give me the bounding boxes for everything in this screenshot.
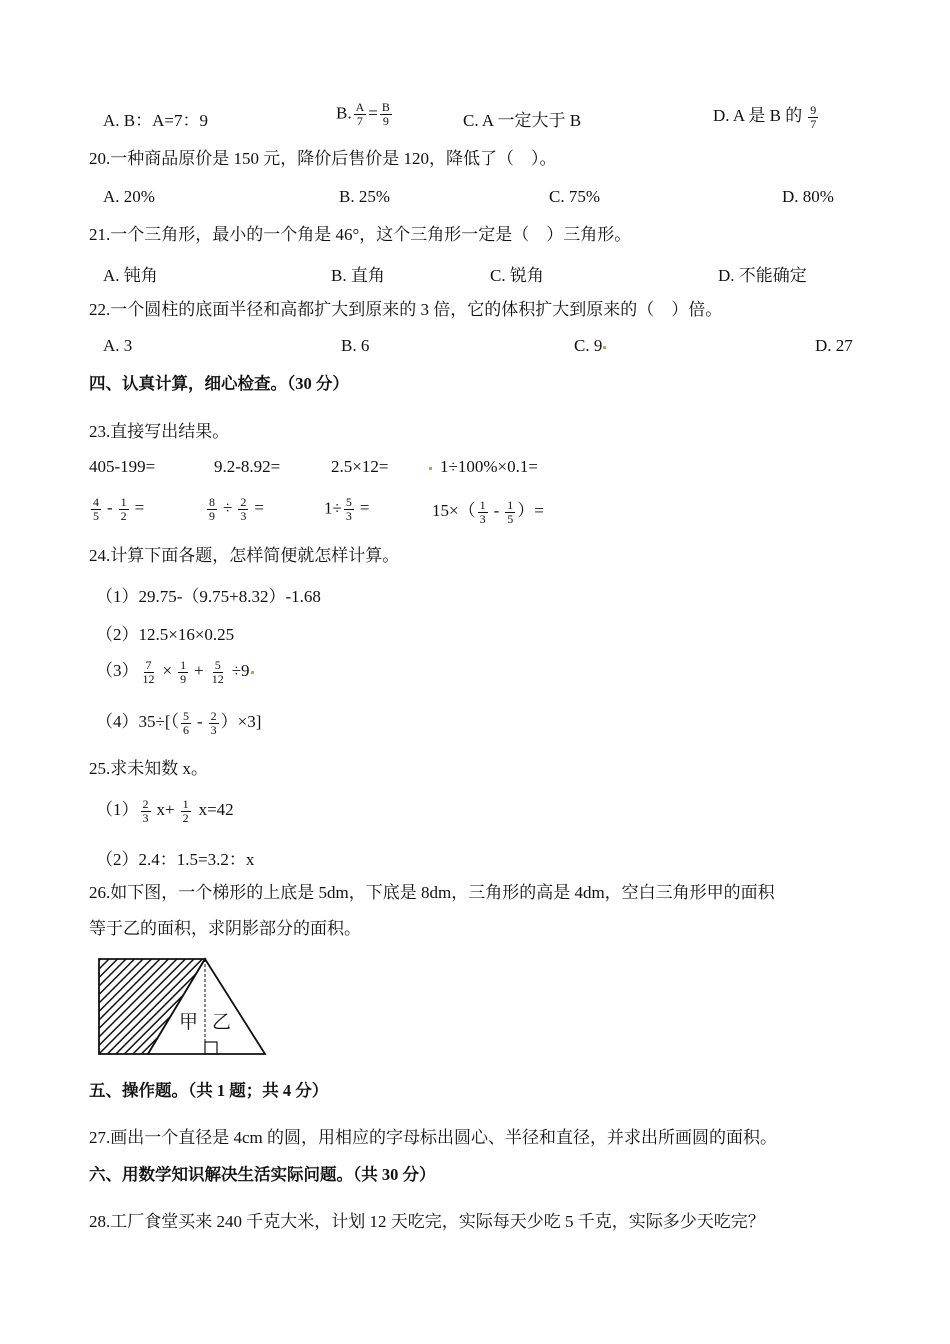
label-jia: 甲: [179, 1011, 199, 1033]
q27-question: 27.画出一个直径是 4cm 的圆，用相应的字母标出圆心、半径和直径，并求出所画圆的面积。: [89, 1128, 778, 1147]
q23-item-1: 405-199=: [89, 457, 156, 476]
q19-option-d: [713, 101, 820, 131]
q19-option-c: C. A 一定大于 B: [463, 111, 582, 130]
q23-item-5: $\frac{4}{5}$ - $\frac{1}{2}$ =: [93, 495, 145, 523]
q19-b-fraction-1: $\frac{A}{7}$: [355, 100, 365, 128]
q19-option-b: [336, 101, 394, 128]
q25-title: 25.求未知数 x。: [89, 759, 208, 778]
q19-b-equals: =: [368, 103, 378, 123]
q26-text-line-1: 26.如下图，一个梯形的上底是 5dm，下底是 8dm，三角形的高是 4dm，空白三角形甲的面积: [89, 883, 775, 902]
q20-option-d: D. 80%: [782, 187, 834, 206]
q19-option-b-prefix: B.: [336, 103, 352, 123]
q21-question: 21.一个三角形，最小的一个角是 46°，这个三角形一定是（ ）三角形。: [89, 225, 632, 244]
q23-item-7: 1÷ $\frac{5}{3}$ =: [324, 495, 370, 523]
q23-item-8: 15×（ $\frac{1}{3}$ - $\frac{1}{5}$ ）=: [432, 497, 544, 526]
q20-option-b: B. 25%: [339, 187, 390, 206]
q24-part-2: （2）12.5×16×0.25: [96, 625, 235, 644]
q24-part-3: （3） $\frac{7}{12}$ × $\frac{1}{9}$ + $\frac{5}{12}$ ÷9: [96, 656, 254, 686]
q24-part-4: （4）35÷[（ $\frac{5}{6}$ - $\frac{2}{3}$ ）×3]: [96, 708, 262, 737]
q20-option-a: A. 20%: [103, 187, 155, 206]
section-6-heading: 六、用数学知识解决生活实际问题。（共 30 分）: [89, 1165, 436, 1184]
q22-question: 22.一个圆柱的底面半径和高都扩大到原来的 3 倍，它的体积扩大到原来的（ ）倍。: [89, 300, 723, 319]
q21-option-b: B. 直角: [331, 266, 385, 285]
section-4-heading: 四、认真计算，细心检查。（30 分）: [89, 374, 349, 393]
stray-dot: [429, 467, 432, 470]
q22-option-b: B. 6: [341, 336, 370, 355]
q24-part-1: （1）29.75-（9.75+8.32）-1.68: [96, 587, 321, 606]
q23-item-6: $\frac{8}{9}$ ÷ $\frac{2}{3}$ =: [209, 495, 264, 523]
q26-text-line-2: 等于乙的面积，求阴影部分的面积。: [89, 919, 361, 938]
q19-option-d-prefix: D. A 是 B 的: [713, 106, 803, 125]
q22-option-a: A. 3: [103, 336, 133, 355]
q21-option-a: A. 钝角: [103, 266, 158, 285]
q23-item-4: 1÷100%×0.1=: [428, 457, 538, 477]
stray-dot: [603, 346, 606, 349]
q19-d-fraction: $\frac{9}{7}$: [810, 102, 817, 131]
section-5-heading: 五、操作题。（共 1 题；共 4 分）: [89, 1081, 329, 1100]
q20-question: 20.一种商品原价是 150 元，降价后售价是 120，降低了（ ）。: [89, 149, 557, 168]
trapezoid-diagram: [95, 955, 270, 1060]
q23-item-2: 9.2-8.92=: [214, 457, 281, 476]
label-yi: 乙: [212, 1011, 232, 1033]
q21-option-d: D. 不能确定: [718, 266, 807, 285]
q28-question: 28.工厂食堂买来 240 千克大米，计划 12 天吃完，实际每天少吃 5 千克，实际多少天吃完？: [89, 1212, 765, 1231]
q22-option-d: D. 27: [815, 336, 853, 355]
q21-option-c: C. 锐角: [490, 266, 544, 285]
q25-part-1: （1） $\frac{2}{3}$ x+ $\frac{1}{2}$ x=42: [96, 796, 234, 825]
q23-title: 23.直接写出结果。: [89, 422, 230, 441]
q22-option-c: C. 9: [574, 336, 606, 356]
q20-option-c: C. 75%: [549, 187, 600, 206]
q25-part-2: （2）2.4：1.5=3.2：x: [96, 850, 255, 869]
q19-option-a: A. B：A=7：9: [103, 111, 208, 130]
q19-b-fraction-2: $\frac{B}{9}$: [381, 100, 390, 128]
stray-dot: [251, 671, 254, 674]
q24-title: 24.计算下面各题，怎样简便就怎样计算。: [89, 546, 400, 565]
q23-item-3: 2.5×12=: [331, 457, 389, 476]
